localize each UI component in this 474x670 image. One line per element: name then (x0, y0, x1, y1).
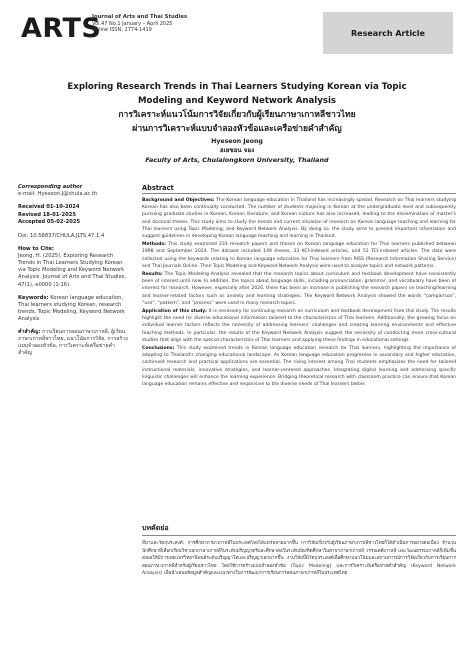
title-english-line2: Modeling and Keyword Network Analysis (137, 96, 337, 106)
thai-abstract-heading: บทคัดย่อ (142, 524, 169, 532)
journal-logo: ARTS (21, 13, 102, 44)
abstract-application-label: Application of this study: (142, 309, 207, 315)
revised-date: Revised 18-01-2025 (18, 211, 76, 218)
how-to-cite-label: How to Cite: (18, 246, 55, 253)
corresponding-email[interactable]: e-mail: Hyeseon.J@chula.ac.th (18, 191, 98, 198)
journal-issn: Online ISSN: 2774-1419 (92, 27, 152, 34)
abstract-background-text: The Korean language education in Thailand has increasingly spread. Research on Thai learners studying Korean has also been continually conducted. The number of students majoring in Korean at the undergraduate level and subsequently pursuing graduate studies in Korean, Korean literature, and Korean culture has also increased, leading to the dissemination of master's and doctoral theses. This study aims to study the trends and current situation of research on Korean language teaching and learning for Thai learners using Topic Modeling, and Keyword Network Analysis. By doing so, the study aims to present important information and suggest guidelines in developing Korean language teaching and learning in Thailand. (142, 198, 456, 240)
author-affiliation: Faculty of Arts, Chulalongkorn University, Thailand (145, 156, 329, 164)
title-thai-line1: การวิเคราะห์แนวโน้มการวิจัยเกี่ยวกับผู้เรียนภาษาเกาหลีชาวไทย (118, 110, 356, 120)
author-name-thai: ฮเยซอน จอง (219, 147, 255, 154)
abstract-results-label: Results: (142, 272, 163, 278)
journal-header (21, 12, 453, 54)
abstract-methods (142, 241, 456, 270)
abstract-application-text: It is necessary for continuing research on curriculum and textbook development from this study. The results highlight the need for diverse educational information tailored to the characteristics of Thai learners. Additionally, the growing focus on individual learner factors reflects the necessity of addressing learners' challenges and creating learning environments and effective teaching methods. In particular, the results of the Keyword Network Analysis suggest the necessity of conducting more cross-cultural studies that align with the special characteristics of Thai learners and applying these findings in educational settings. (142, 309, 456, 343)
journal-info (92, 14, 187, 34)
abstract-results-text: The Topic Modeling Analysis revealed that the research topics about curriculum and textbook development have consistently been of interest until now. In addition, the topics about language skills, including pronunciation, grammar, and vocabulary have been of interest for research. However, especially after 2020, there has been an increase in publishing the research papers on teaching/learning and learner-related factors such as anxiety and learning strategies. The Keyword Network Analysis showed the words “comparison”, “use”, “pattern”, and “process” were used in many research topics. (142, 272, 456, 306)
article-type-badge (323, 12, 453, 54)
abstract-methods-label: Methods: (142, 242, 166, 248)
keywords-thai-text: การเรียนการสอนภาษาเกาหลี, ผู้เรียนภาษาเกาหลีชาวไทย, แนวโน้มการวิจัย, การสร้างแบบจำลองหัวข้อ, การวิเคราะห์เครือข่ายคำสำคัญ (18, 329, 128, 357)
title-block (20, 80, 454, 165)
abstract-divider (142, 193, 456, 194)
abstract-section (142, 184, 456, 389)
doi-link[interactable]: Doi: 10.58837/CHULA.JLTS.47.1.4 (18, 232, 105, 239)
journal-name: Journal of Arts and Thai Studies (92, 14, 188, 20)
thai-abstract-body: ที่มาและวัตถุประสงค์: การศึกษาภาษาเกาหลีในประเทศไทยได้แพร่หลายมากขึ้น การวิจัยเกี่ยวกับผู้เรียนภาษาเกาหลีชาวไทยก็ได้ดำเนินการอย่างต่อเนื่อง จำนวนนักศึกษาที่เลือกเรียนวิชาเอกภาษาเกาหลีในระดับปริญญาตรีและศึกษาต่อในระดับบัณฑิตศึกษาในสาขาภาษาเกาหลี วรรณคดีเกาหลี และวัฒนธรรมเกาหลีก็เพิ่มขึ้น ส่งผลให้มีการเผยแพร่วิทยานิพนธ์ระดับปริญญาโทและปริญญาเอกมากขึ้น งานวิจัยนี้มีวัตถุประสงค์เพื่อศึกษาแนวโน้มและสถานการณ์การวิจัยเกี่ยวกับการเรียนการสอนภาษาเกาหลีสำหรับผู้เรียนชาวไทย โดยใช้การสร้างแบบจำลองหัวข้อ (Topic Modeling) และการวิเคราะห์เครือข่ายคำสำคัญ (Keyword Network Analysis) เพื่อนำเสนอข้อมูลสำคัญและแนวทางในการพัฒนาการเรียนการสอนภาษาเกาหลีในประเทศไทย (142, 541, 456, 577)
received-date: Received 01-10-2024 (18, 204, 80, 211)
title-thai-line2: ผ่านการวิเคราะห์แบบจำลองหัวข้อและเครือข่ายคำสำคัญ (132, 124, 342, 134)
article-type-label: Research Article (351, 28, 425, 38)
abstract-results (142, 271, 456, 307)
article-dates (18, 204, 128, 227)
abstract-conclusions-label: Conclusions: (142, 346, 175, 352)
abstract-conclusions (142, 345, 456, 388)
journal-volume: Vol.47 No.1 January – April 2025 (92, 20, 173, 27)
keywords-thai-label: คำสำคัญ: (18, 329, 41, 335)
how-to-cite-text: Jeong, H. (2025). Exploring Research Trends in Thai Learners Studying Korean via Topic Modeling and Keyword Network Analysis. Journal of Arts and Thai Studies, 47(1), e0000 (1-16). (18, 253, 127, 288)
keywords-label: Keywords: (18, 294, 49, 301)
abstract-background (142, 197, 456, 240)
abstract-body (142, 197, 456, 388)
corresponding-author-label: Corresponding author (18, 184, 83, 190)
keywords-text: Korean language education, Thai learners studying Korean, research trends, Topic Modeling, Keyword Network Analysis (18, 294, 125, 322)
accepted-date: Accepted 05-02-2025 (18, 219, 81, 226)
abstract-methods-text: This study examined 233 research papers and theses on Korean language education for Thai learners published between 1998 and September 2024. The dataset included 149 theses, 33 KCI-indexed articles, and 51 TCI-indexed articles. The data were collected using the keywords relating to Korean language education for Thai learners from RISS (Research Information Sharing Service) and Thai Journals Online. Then Topic Modeling and Keyword Network Analysis were used to analyze topics and network patterns. (142, 242, 456, 269)
author-name: Hyeseon Jeong (211, 138, 263, 145)
abstract-heading: Abstract (142, 184, 174, 192)
abstract-conclusions-text: This study examined trends in Korean language education research for Thai learners, highlighting the importance of adapting to Thailand's changing educational landscape. As Korean language education progresses in secondary and higher education, continued research and practical applications are essential. The rising interest among Thai students emphasizes the need for tailored instructional materials, innovative strategies, and learner-centered approaches. Integrating digital learning and addressing specific linguistic challenges will enhance the learning experience. Bridging theoretical research with classroom practice can ensure that Korean language education remains effective and responsive to the diverse needs of Thai learners better. (142, 346, 456, 388)
abstract-application (142, 308, 456, 344)
title-english-line1: Exploring Research Trends in Thai Learners Studying Korean via Topic (67, 82, 407, 92)
abstract-background-label: Background and Objectives: (142, 198, 215, 203)
thai-abstract-divider (142, 535, 456, 536)
article-sidebar (18, 184, 128, 363)
